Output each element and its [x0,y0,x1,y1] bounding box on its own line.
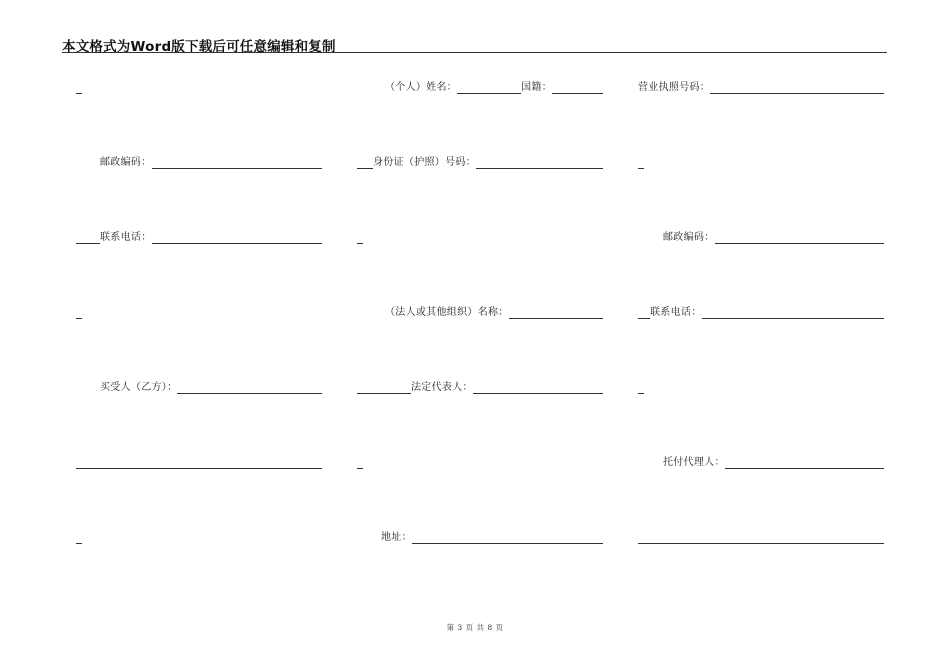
buyer-field [76,378,322,394]
org-name-field [357,303,603,319]
postal-code-blank[interactable] [152,158,323,169]
blank-line-short [76,528,322,544]
phone-blank[interactable] [152,233,323,244]
postal-code-field-2 [638,228,884,244]
personal-name-nationality-field [357,78,603,94]
blank-line-short [357,228,603,244]
name-blank[interactable] [457,83,521,94]
business-license-field [638,78,884,94]
address-field [357,528,603,544]
postal-code-blank-2[interactable] [715,233,885,244]
postal-code-label: 邮政编码： [100,157,152,168]
blank-line-full [76,453,322,469]
blank-line-short [357,453,603,469]
phone-blank-2[interactable] [702,308,885,319]
blank-line-short [76,78,322,94]
business-license-label: 营业执照号码： [638,82,711,93]
org-name-blank[interactable] [509,308,603,319]
address-blank[interactable] [412,533,603,544]
postal-code-field [76,153,322,169]
blank-line-short [638,153,884,169]
phone-label: 联系电话： [100,232,152,243]
nationality-label: 国籍： [521,82,553,93]
id-number-label: 身份证（护照）号码： [373,157,476,168]
phone-field [76,228,322,244]
agent-label: 托付代理人： [663,457,725,468]
phone-field-2 [638,303,884,319]
agent-field [638,453,884,469]
business-license-blank[interactable] [710,83,884,94]
blank-line-full [638,528,884,544]
header-divider [62,52,887,53]
org-name-label: （法人或其他组织）名称： [385,307,509,318]
nationality-blank[interactable] [552,83,603,94]
blank-line-short [76,303,322,319]
blank-line-short [638,378,884,394]
agent-blank[interactable] [725,458,884,469]
legal-rep-blank[interactable] [473,383,603,394]
id-number-blank[interactable] [476,158,603,169]
postal-code-label-2: 邮政编码： [663,232,715,243]
buyer-blank[interactable] [177,383,322,394]
id-number-field [357,153,603,169]
address-label: 地址： [381,532,412,543]
phone-label-2: 联系电话： [650,307,702,318]
document-header-title: 本文格式为Word版下载后可任意编辑和复制 [62,39,336,55]
legal-rep-label: 法定代表人： [411,382,473,393]
buyer-label: 买受人（乙方）： [100,382,178,393]
personal-name-label: （个人）姓名： [385,82,458,93]
page-number: 第 3 页 共 8 页 [446,623,504,632]
legal-rep-field [357,378,603,394]
